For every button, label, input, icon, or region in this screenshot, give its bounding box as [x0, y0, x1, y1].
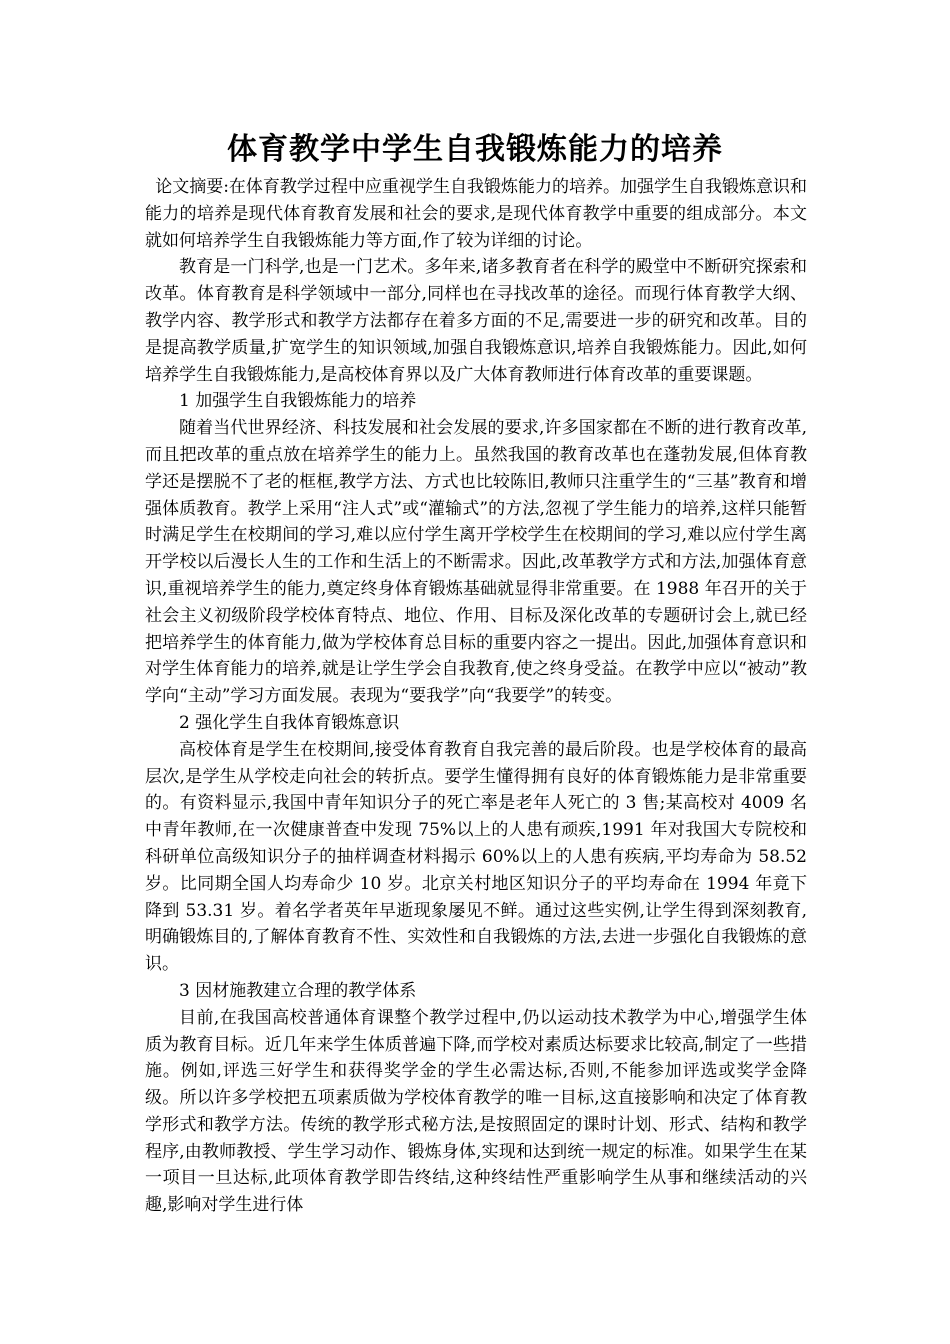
- document-title: 体育教学中学生自我锻炼能力的培养: [227, 132, 723, 167]
- abstract-paragraph: 论文摘要:在体育教学过程中应重视学生自我锻炼能力的培养。加强学生自我锻炼意识和能力的培养是现代体育教育发展和社会的要求,是现代体育教学中重要的组成部分。本文就如何培养学生自我锻炼能力等方面,作了较为详细的讨论。: [145, 177, 807, 251]
- section-heading: 1 加强学生自我锻炼能力的培养: [179, 391, 417, 412]
- body-paragraph: 目前,在我国高校普通体育课整个教学过程中,仍以运动技术教学为中心,增强学生体质为教育目标。近几年来学生体质普遍下降,而学校对素质达标要求比较高,制定了一些措施。例如,评选三好学生和获得奖学金的学生必需达标,否则,不能参加评选或奖学金降级。所以许多学校把五项素质做为学校体育教学的唯一目标,这直接影响和决定了体育教学形式和教学方法。传统的教学形式秘方法,是按照固定的课时计划、形式、结构和教学程序,由教师教授、学生学习动作、锻炼身体,实现和达到统一规定的标准。如果学生在某一项目一旦达标,此项体育教学即告终结,这种终结性严重影响学生从事和继续活动的兴趣,影响对学生进行体: [145, 1007, 807, 1216]
- body-paragraph: 随着当代世界经济、科技发展和社会发展的要求,许多国家都在不断的进行教育改革,而且把改革的重点放在培养学生的能力上。虽然我国的教育改革也在蓬勃发展,但体育教学还是摆脱不了老的框框,教学方法、方式也比较陈旧,教师只注重学生的“三基”教育和增强体质教育。教学上采用“注人式”或“灌输式”的方法,忽视了学生能力的培养,这样只能暂时满足学生在校期间的学习,难以应付学生离开学校学生在校期间的学习,难以应付学生离开学校以后漫长人生的工作和生活上的不断需求。因此,改革教学方式和方法,加强体育意识,重视培养学生的能力,奠定终身体育锻炼基础就显得非常重要。在 1988 年召开的关于社会主义初级阶段学校体育特点、地位、作用、目标及深化改革的专题研讨会上,就已经把培养学生的体育能力,做为学校体育总目标的重要内容之一提出。因此,加强体育意识和对学生体育能力的培养,就是让学生学会自我教育,使之终身受益。在教学中应以“被动”教学向“主动”学习方面发展。表现为“要我学”向“我要学”的转变。: [145, 418, 807, 707]
- document-body: [145, 174, 807, 1219]
- section-heading: 2 强化学生自我体育锻炼意识: [179, 712, 400, 733]
- body-paragraph: 高校体育是学生在校期间,接受体育教育自我完善的最后阶段。也是学校体育的最高层次,是学生从学校走向社会的转折点。要学生懂得拥有良好的体育锻炼能力是非常重要的。有资料显示,我国中青年知识分子的死亡率是老年人死亡的 3 售;某高校对 4009 名中青年教师,在一次健康普查中发现 75%以上的人患有顽疾,1991 年对我国大专院校和科研单位高级知识分子的抽样调查材料揭示 60%以上的人患有疾病,平均寿命为 58.52 岁。比同期全国人均寿命少 10 岁。北京关村地区知识分子的平均寿命在 1994 年竟下降到 53.31 岁。着名学者英年早逝现象屡见不鲜。通过这些实例,让学生得到深刻教育,明确锻炼目的,了解体育教育不性、实效性和自我锻炼的方法,去进一步强化自我锻炼的意识。: [145, 739, 807, 975]
- body-paragraph: 教育是一门科学,也是一门艺术。多年来,诸多教育者在科学的殿堂中不断研究探索和改革。体育教育是科学领域中一部分,同样也在寻找改革的途径。而现行体育教学大纲、教学内容、教学形式和教学方法都存在着多方面的不足,需要进一步的研究和改革。目的是提高教学质量,扩宽学生的知识领域,加强自我锻炼意识,培养自我锻炼能力。因此,如何培养学生自我锻炼能力,是高校体育界以及广大体育教师进行体育改革的重要课题。: [145, 257, 807, 385]
- section-heading: 3 因材施教建立合理的教学体系: [179, 980, 417, 1001]
